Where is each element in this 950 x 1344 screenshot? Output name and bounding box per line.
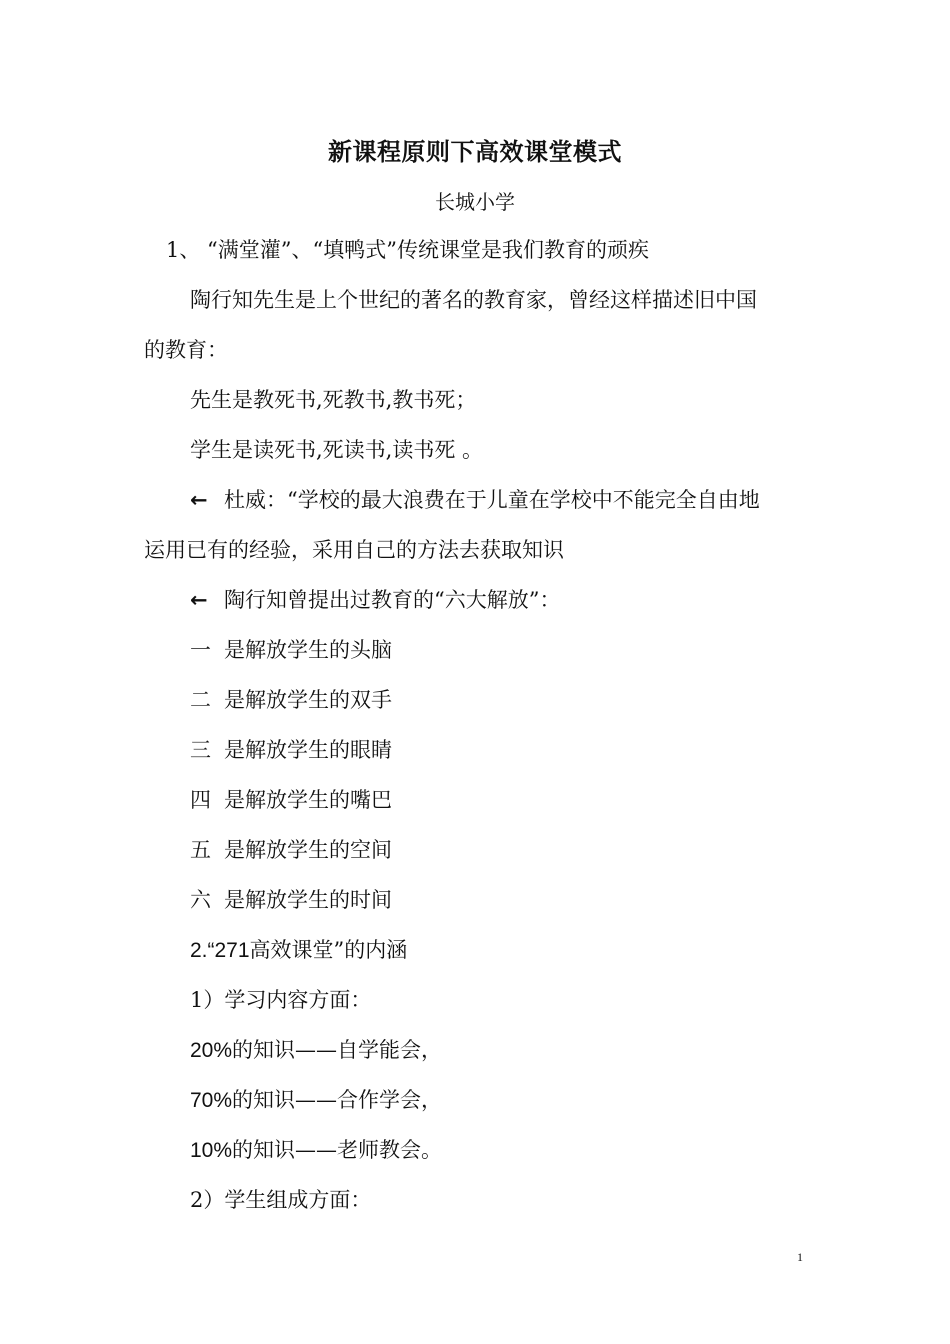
list-item (190, 836, 392, 864)
list-number: 四 (190, 788, 211, 812)
content-percent: 70% (190, 1089, 233, 1112)
list-text: 是解放学生的双手 (224, 688, 392, 712)
arrow-left-icon: ← (190, 588, 208, 612)
section2-heading (190, 936, 407, 965)
content-percent: 10% (190, 1139, 233, 1162)
content-item (190, 1136, 442, 1165)
six-liberations-intro (190, 586, 560, 614)
page-title: 新课程原则下高效课堂模式 (328, 137, 622, 166)
content-item (190, 1036, 442, 1065)
section1-heading: 1、 “满堂灌”、“填鸭式”传统课堂是我们教育的顽疾 (166, 238, 649, 262)
subsection-heading: 2）学生组成方面： (190, 1188, 372, 1212)
content-item (190, 1086, 442, 1115)
list-number: 二 (190, 688, 211, 712)
paragraph-line: 的教育： (144, 338, 228, 362)
list-text: 是解放学生的空间 (224, 838, 392, 862)
content-text: 的知识——老师教会。 (232, 1138, 443, 1162)
content-text: 的知识——自学能会， (232, 1038, 443, 1062)
list-number: 五 (190, 838, 211, 862)
list-item (190, 686, 392, 714)
list-text: 是解放学生的时间 (224, 888, 392, 912)
arrow-left-icon: ← (190, 488, 208, 512)
list-text: 是解放学生的头脑 (224, 638, 392, 662)
list-text: 是解放学生的眼睛 (224, 738, 392, 762)
dewey-quote (190, 486, 760, 514)
paragraph-line: 陶行知先生是上个世纪的著名的教育家，曾经这样描述旧中国 (190, 288, 757, 312)
list-text: 是解放学生的嘴巴 (224, 788, 392, 812)
page-subtitle: 长城小学 (435, 190, 515, 214)
quote-line: 先生是教死书,死教书,教书死； (190, 388, 477, 412)
intro-text: 陶行知曾提出过教育的“六大解放”： (224, 588, 561, 612)
dewey-text: 杜威：“学校的最大浪费在于儿童在学校中不能完全自由地 (224, 488, 760, 512)
list-item (190, 786, 392, 814)
list-number: 六 (190, 888, 211, 912)
quote-line: 学生是读死书,死读书,读书死 。 (190, 438, 484, 462)
paragraph-line: 运用已有的经验，采用自己的方法去获取知识 (144, 538, 564, 562)
page-number: 1 (797, 1250, 803, 1264)
subsection-heading: 1）学习内容方面： (190, 988, 372, 1012)
section2-heading-prefix: 2.“271 (190, 939, 250, 962)
list-item (190, 886, 392, 914)
list-number: 一 (190, 638, 211, 662)
section2-heading-text: 高效课堂”的内涵 (249, 938, 408, 962)
content-percent: 20% (190, 1039, 233, 1062)
list-item (190, 636, 392, 664)
list-number: 三 (190, 738, 211, 762)
content-text: 的知识——合作学会， (232, 1088, 443, 1112)
list-item (190, 736, 392, 764)
